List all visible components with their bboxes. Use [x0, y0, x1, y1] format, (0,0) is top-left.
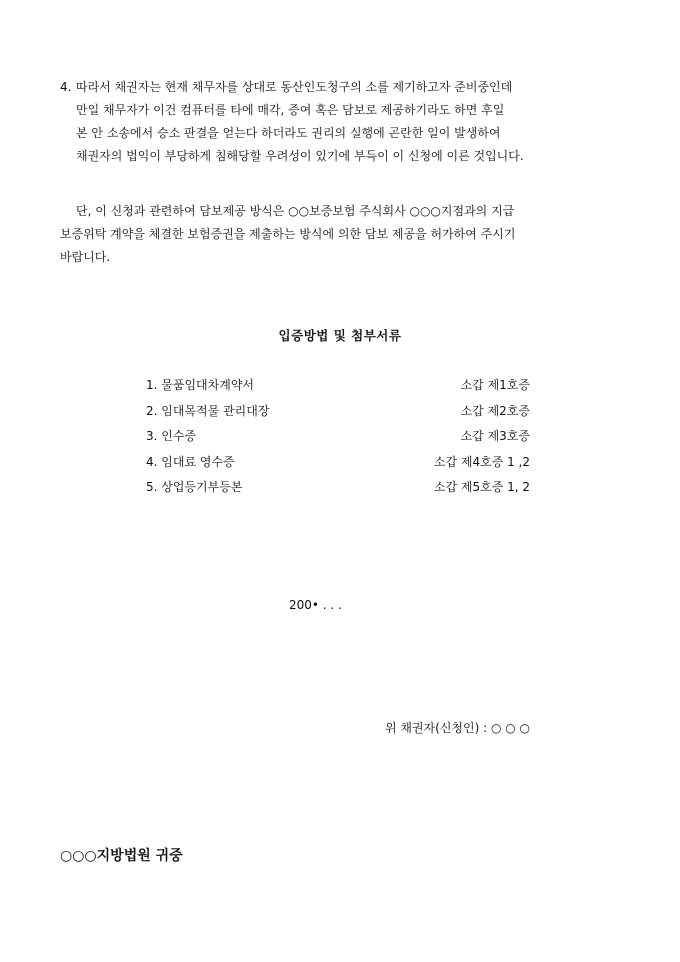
paragraph-4-text-1: 따라서 채권자는 현재 채무자를 상대로 동산인도청구의 소를 제기하고자 준비중인데 — [76, 80, 513, 94]
evidence-list — [146, 372, 530, 500]
evidence-name: 4. 임대료 영수증 — [146, 454, 235, 469]
evidence-code: 소갑 제3호증 — [460, 429, 530, 444]
evidence-item — [146, 423, 530, 449]
evidence-item — [146, 398, 530, 424]
paragraph-dan-line-2: 보증위탁 계약을 체결한 보험증권을 제출하는 방식에 의한 담보 제공을 허가하여 주시기 — [60, 227, 516, 241]
paragraph-4-line-1 — [60, 76, 630, 99]
evidence-name: 3. 인수증 — [146, 429, 197, 444]
evidence-heading: 입증방법 및 첨부서류 — [278, 328, 402, 343]
paragraph-4-number: 4. — [60, 80, 72, 94]
paragraph-4-line-2: 만일 채무자가 이건 컴퓨터를 타에 매각, 증여 혹은 담보로 제공하기라도 하면 후일 — [76, 103, 505, 117]
evidence-code: 소갑 제4호증 1 ,2 — [433, 454, 530, 469]
paragraph-dan-line-3: 바랍니다. — [60, 250, 111, 264]
evidence-name: 2. 임대목적물 관리대장 — [146, 403, 270, 418]
paragraph-dan — [60, 200, 630, 269]
creditor-signature-line: 위 채권자(신청인) : ○ ○ ○ — [384, 721, 530, 735]
paragraph-4-line-4: 채권자의 법익이 부당하게 침해당할 우려성이 있기에 부득이 이 신청에 이른 것입니다. — [76, 149, 524, 163]
paragraph-4 — [60, 76, 630, 168]
evidence-name: 1. 물품임대차계약서 — [146, 378, 255, 393]
court-addressee: ○○○지방법원 귀중 — [60, 848, 183, 864]
evidence-code: 소갑 제2호증 — [460, 403, 530, 418]
evidence-item — [146, 449, 530, 475]
evidence-name: 5. 상업등기부등본 — [146, 480, 243, 495]
evidence-code: 소갑 제5호증 1, 2 — [433, 480, 530, 495]
paragraph-dan-line-1: 단, 이 신청과 관련하여 담보제공 방식은 ○○보증보험 주식회사 ○○○지점과의 지급 — [76, 204, 515, 218]
paragraph-4-line-3: 본 안 소송에서 승소 판결을 얻는다 하더라도 권리의 실행에 곤란한 일이 발생하여 — [76, 126, 501, 140]
evidence-item — [146, 474, 530, 500]
document-date: 200• . . . — [289, 598, 342, 612]
evidence-code: 소갑 제1호증 — [460, 378, 530, 393]
evidence-item — [146, 372, 530, 398]
